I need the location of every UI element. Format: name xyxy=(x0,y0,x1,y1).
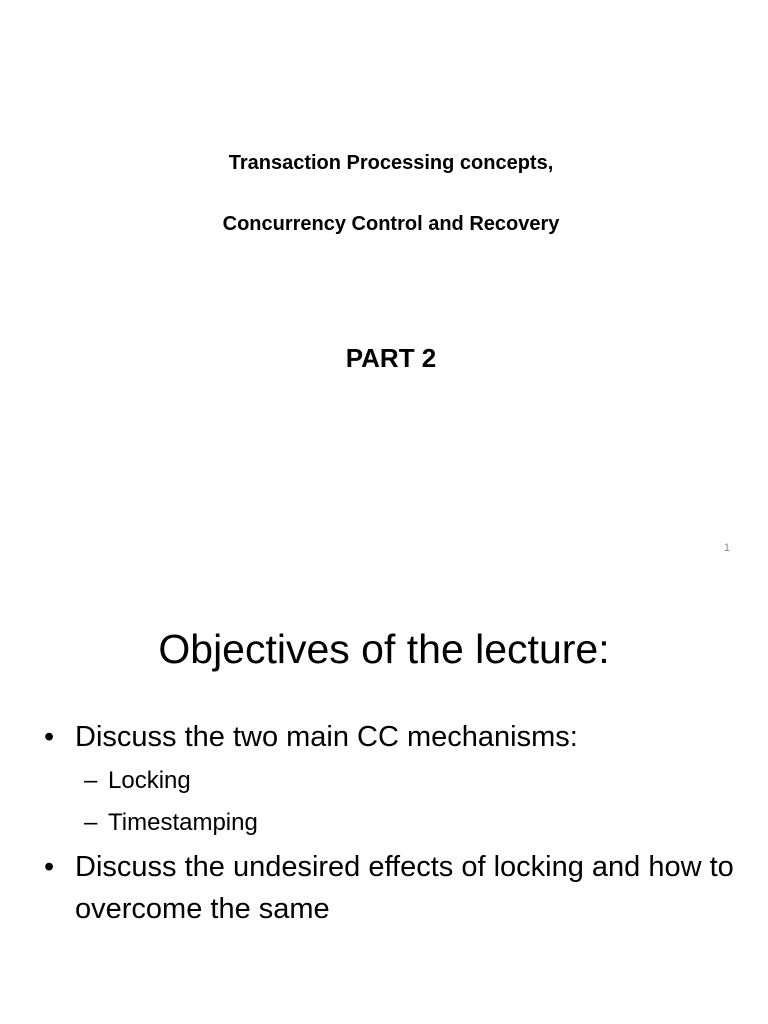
sub-bullet-item xyxy=(84,806,258,840)
sub-bullet-item xyxy=(84,764,191,798)
slide-title-line-2: Concurrency Control and Recovery xyxy=(222,213,560,235)
sub-bullet-text: Timestamping xyxy=(108,809,258,836)
bullet-marker: • xyxy=(44,721,55,753)
bullet-marker: • xyxy=(44,851,55,883)
slide-number: 1 xyxy=(723,542,730,554)
sub-bullet-marker: – xyxy=(84,809,98,836)
slide-title-line-1: Transaction Processing concepts, xyxy=(228,152,554,174)
bullet-text: Discuss the two main CC mechanisms: xyxy=(75,721,578,753)
sub-bullet-text: Locking xyxy=(108,767,191,794)
part-heading: PART 2 xyxy=(345,343,437,373)
objectives-heading: Objectives of the lecture: xyxy=(158,626,610,672)
bullet-text: Discuss the undesired effects of locking and how to overcome the same xyxy=(75,851,734,925)
sub-bullet-marker: – xyxy=(84,767,98,794)
